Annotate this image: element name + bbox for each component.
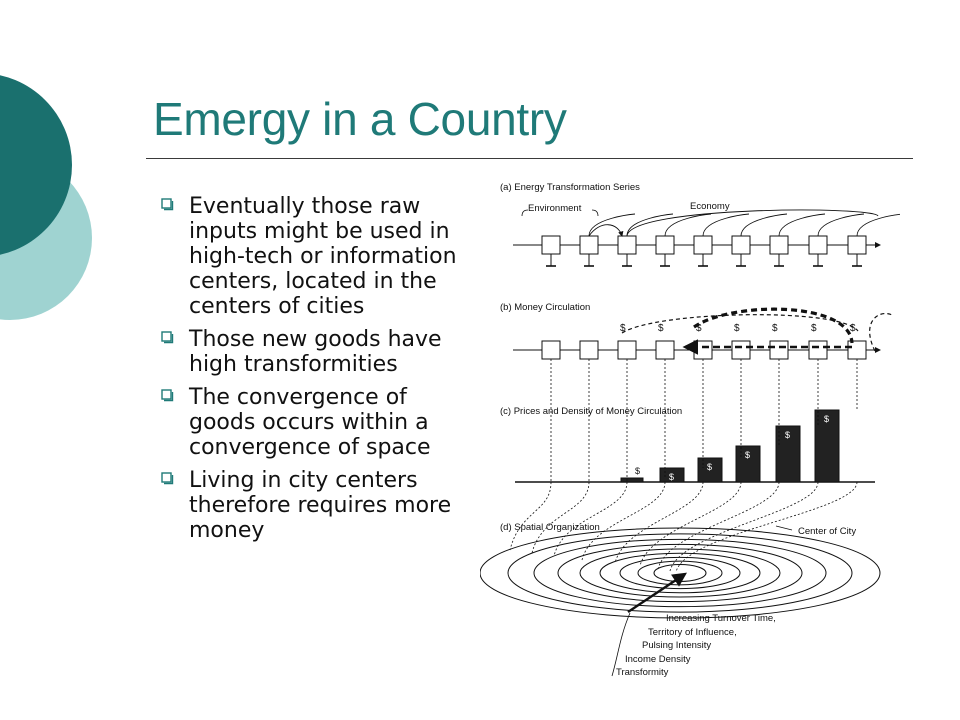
environment-label: Environment (528, 203, 582, 214)
spatial-ring (580, 549, 780, 597)
dotted-connectors-group (510, 359, 857, 572)
economic-box (848, 341, 866, 359)
bullet-item (160, 194, 480, 319)
economic-box (580, 341, 598, 359)
transformation-box (809, 236, 827, 254)
bar-dollar-label: $ (745, 450, 751, 460)
bullet-text: Living in city centers therefore requires more money (189, 468, 452, 543)
panel-c-title: (c) Prices and Density of Money Circulation (500, 406, 683, 417)
transformation-box (848, 236, 866, 254)
feedback-arc (703, 214, 749, 236)
feedback-arc (627, 214, 673, 236)
economic-box (656, 341, 674, 359)
dotted-ring-connector (554, 482, 627, 556)
bar-dollar-label: $ (707, 462, 713, 472)
feedback-arc (741, 214, 787, 236)
panel-b-title: (b) Money Circulation (500, 302, 591, 313)
spatial-ring (654, 565, 706, 582)
dollar-label: $ (850, 323, 856, 334)
annotation-line: Transformity (616, 667, 669, 678)
energy-series-group (513, 210, 900, 266)
feedback-arc (665, 214, 711, 236)
bullet-item (160, 327, 480, 377)
money-circulation-group (513, 309, 892, 359)
transformation-box (770, 236, 788, 254)
transformation-box (656, 236, 674, 254)
bullet-text: Eventually those raw inputs might be used in high-tech or information centers, located in the centers of cities (189, 194, 457, 319)
panel-a-title: (a) Energy Transformation Series (500, 182, 640, 193)
bullet-text: Those new goods have high transformities (189, 327, 442, 377)
panel-d-title: (d) Spatial Organization (500, 522, 600, 533)
first-bar-dollar-label: $ (635, 466, 641, 476)
center-of-city-leader (776, 526, 792, 530)
economic-box (694, 341, 712, 359)
bullet-item (160, 385, 480, 460)
transformation-box (618, 236, 636, 254)
dollar-label: $ (696, 323, 702, 334)
bullet-item (160, 468, 480, 543)
hollow-square-bullet-icon (160, 471, 174, 485)
bar-dollar-label: $ (824, 414, 830, 424)
feedback-arc (857, 214, 900, 236)
dollar-label: $ (734, 323, 740, 334)
dollar-label: $ (658, 323, 664, 334)
bullet-list (160, 194, 480, 551)
spatial-ring (508, 534, 852, 612)
dotted-ring-connector (615, 482, 703, 563)
concentric-rings-group (480, 528, 880, 618)
center-of-city-label: Center of City (798, 526, 857, 537)
annotation-line: Territory of Influence, (648, 627, 737, 638)
emergy-diagram (480, 176, 900, 686)
economic-box (732, 341, 750, 359)
title-divider (146, 158, 913, 159)
price-bars-group (621, 410, 839, 492)
economic-box (618, 341, 636, 359)
hollow-square-bullet-icon (160, 388, 174, 402)
economy-label: Economy (690, 201, 730, 212)
transformation-box (542, 236, 560, 254)
dollar-label: $ (620, 323, 626, 334)
money-arc-out (870, 314, 892, 352)
decorative-circles (0, 0, 110, 400)
bar-dollar-label: $ (785, 430, 791, 440)
spatial-ring (480, 528, 880, 618)
bar-dollar-label: $ (629, 482, 635, 492)
bullet-text: The convergence of goods occurs within a convergence of space (189, 385, 431, 460)
slide-title: Emergy in a Country (153, 93, 567, 145)
annotation-line: Increasing Turnover Time, (666, 613, 776, 624)
economic-box (542, 341, 560, 359)
hollow-square-bullet-icon (160, 330, 174, 344)
transformation-box (580, 236, 598, 254)
transformation-box (732, 236, 750, 254)
hollow-square-bullet-icon (160, 197, 174, 211)
dollar-label: $ (811, 323, 817, 334)
bar-dollar-label: $ (669, 472, 675, 482)
dollar-label: $ (772, 323, 778, 334)
economic-box (770, 341, 788, 359)
annotation-line: Income Density (625, 654, 691, 665)
economy-arc (627, 210, 878, 236)
economic-box (809, 341, 827, 359)
transformation-box (694, 236, 712, 254)
annotation-line: Pulsing Intensity (642, 640, 712, 651)
spatial-ring (600, 553, 760, 593)
